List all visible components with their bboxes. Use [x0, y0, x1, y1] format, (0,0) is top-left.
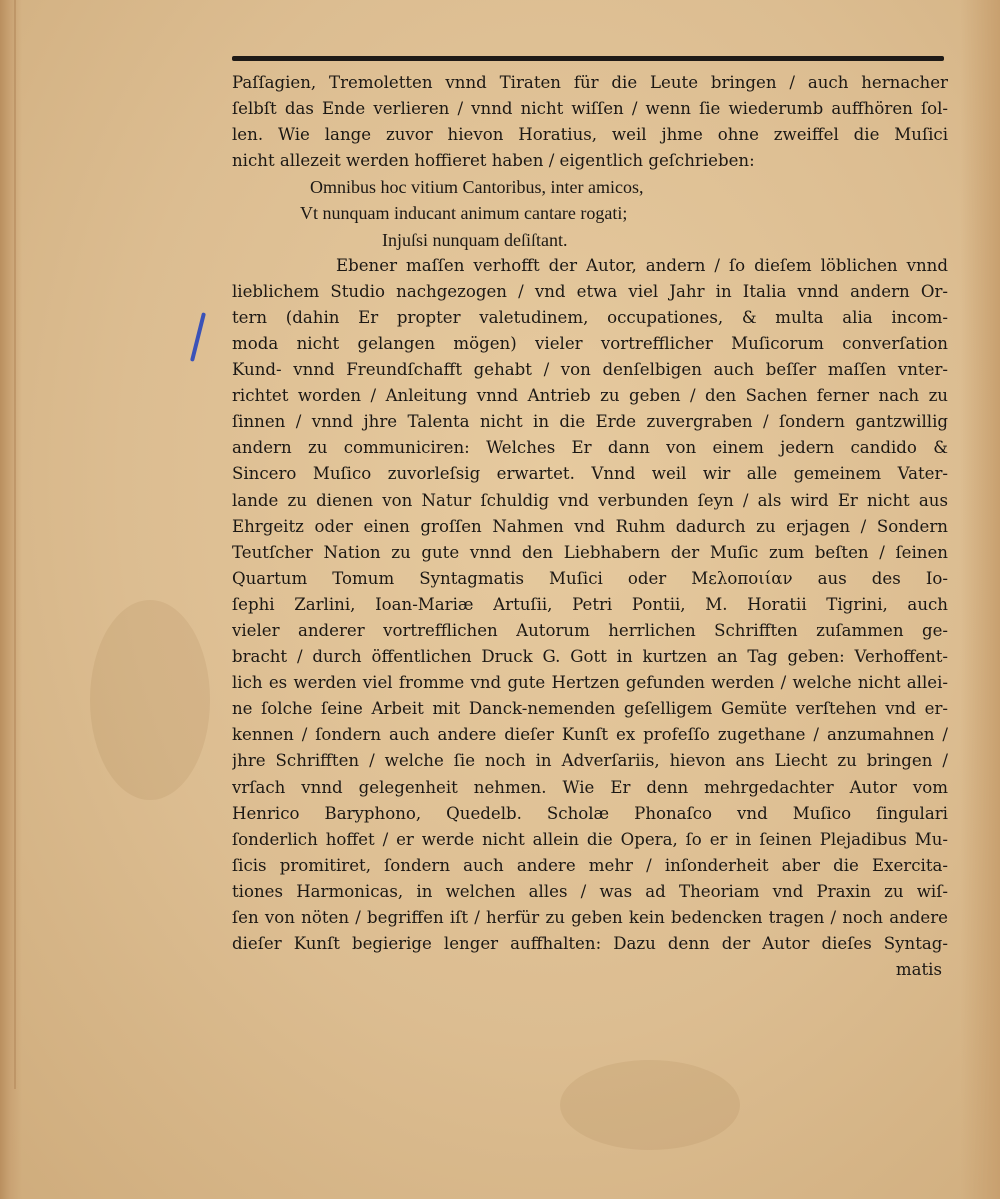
text-line: lande zu dienen von Natur ſchuldig vnd verbunden ſeyn / als wird Er nicht aus [232, 490, 948, 510]
text-line: ne ſolche ſeine Arbeit mit Danck-nemenden geſelligem Gemüte verſtehen vnd er- [232, 699, 948, 719]
text-line: ſonderlich hoffet / er werde nicht allein die Opera, ſo er in ſeinen Plejadibus Mu- [232, 829, 948, 849]
text-line: Paſſagien, Tremoletten vnnd Tiraten für die Leute bringen / auch hernacher [232, 73, 948, 92]
gutter-fold-line [14, 0, 16, 1089]
text-line: len. Wie lange zuvor hievon Horatius, weil jhme ohne zweiffel die Muſici [232, 125, 948, 145]
page-edge-shadow [960, 0, 1000, 1199]
text-line: Ehrgeitz oder einen groſſen Nahmen vnd Ruhm dadurch zu erjagen / Sondern [232, 516, 948, 536]
text-line: ſen von nöten / begriffen iſt / herfür zu geben kein bedencken tragen / noch andere [232, 908, 948, 927]
text-line: kennen / ſondern auch andere dieſer Kunſt ex profeſſo zugethane / anzumahnen / [232, 725, 948, 745]
paragraph-first-line: Ebener maſſen verhofft der Autor, andern / ſo dieſem löblichen vnnd [336, 255, 948, 275]
text-line: vrſach vnnd gelegenheit nehmen. Wie Er denn mehrgedachter Autor vom [232, 777, 948, 797]
text-line: ſephi Zarlini, Ioan-Mariæ Artuſii, Petri Pontii, M. Horatii Tigrini, auch [232, 594, 948, 614]
text-line: tiones Harmonicas, in welchen alles / was ad Theoriam vnd Praxin zu wiſ- [232, 881, 948, 901]
paper-stain [560, 1060, 740, 1150]
text-line: moda nicht gelangen mögen) vieler vortrefflicher Muſicorum converſation [232, 333, 948, 353]
text-line: ſelbſt das Ende verlieren / vnnd nicht wiſſen / wenn ſie wiederumb auffhören ſol- [232, 99, 948, 119]
text-line: vieler anderer vortrefflichen Autorum herrlichen Schrifften zuſammen ge- [232, 620, 948, 640]
text-line: bracht / durch öffentlichen Druck G. Gott in kurtzen an Tag geben: Verhoffent- [232, 647, 948, 667]
text-line: Kund- vnnd Freundſchafft gehabt / von denſelbigen auch beſſer maſſen vnter- [232, 360, 948, 380]
paper-stain [90, 600, 210, 800]
text-line: richtet worden / Anleitung vnnd Antrieb zu geben / den Sachen ferner nach zu [232, 386, 948, 406]
text-line: ſicis promitiret, ſondern auch andere mehr / inſonderheit aber die Exercita- [232, 855, 948, 875]
verse-line: Vt nunquam inducant animum cantare rogati; [300, 203, 628, 224]
catchword: matis [895, 960, 942, 980]
text-line: Quartum Tomum Syntagmatis Muſici oder Μελοποιίαν aus des Io- [232, 568, 948, 588]
text-line: ſinnen / vnnd jhre Talenta nicht in die Erde zuvergraben / ſondern gantzwillig [232, 412, 948, 432]
text-line: tern (dahin Er propter valetudinem, occupationes, & multa alia incom- [232, 307, 948, 327]
header-rule [232, 56, 944, 61]
text-line: jhre Schrifften / welche ſie noch in Adverſariis, hievon ans Liecht zu bringen / [232, 751, 948, 771]
page-gutter-shadow [0, 0, 22, 1199]
text-line: nicht allezeit werden hoffieret haben / eigentlich geſchrieben: [232, 151, 755, 171]
text-line: Henrico Baryphono, Quedelb. Scholæ Phonaſco vnd Muſico ſingulari [232, 803, 948, 823]
text-line: lich es werden viel fromme vnd gute Hertzen gefunden werden / welche nicht allei- [232, 673, 948, 693]
margin-pen-mark [190, 312, 206, 361]
verse-line: Omnibus hoc vitium Cantoribus, inter amicos, [310, 177, 644, 198]
text-block [232, 70, 948, 983]
text-line: lieblichem Studio nachgezogen / vnd etwa viel Jahr in Italia vnnd andern Or- [232, 281, 948, 301]
text-line: dieſer Kunſt begierige lenger auffhalten: Dazu denn der Autor dieſes Syntag- [232, 934, 948, 954]
text-line: Sincero Muſico zuvorleſsig erwartet. Vnnd weil wir alle gemeinem Vater- [232, 464, 948, 484]
text-line: andern zu communiciren: Welches Er dann von einem jedern candido & [232, 438, 948, 458]
text-line: Teutſcher Nation zu gute vnnd den Liebhabern der Muſic zum beſten / ſeinen [232, 542, 948, 562]
verse-line: Injuſsi nunquam deſiſtant. [382, 229, 568, 250]
